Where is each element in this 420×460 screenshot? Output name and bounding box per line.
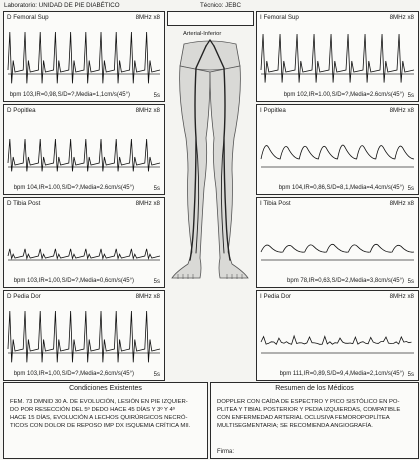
waveform: [257, 291, 418, 380]
panel-freq: 8MHz x8: [389, 200, 414, 207]
panel-title: I Popitlea: [260, 107, 286, 114]
panel-seconds: 5s: [407, 93, 414, 99]
panel-seconds: 5s: [407, 186, 414, 192]
waveform: [4, 291, 164, 380]
waveform-trace: [261, 244, 414, 252]
summary-line: CON ENFERMEDAD ARTERIAL OCLUSIVA FEMOROPOPLÍTEA: [217, 414, 390, 421]
waveform-trace: [8, 311, 160, 362]
panel-seconds: 5s: [153, 93, 160, 99]
panel-d-popitlea: [3, 104, 165, 195]
panel-title: D Tibia Post: [7, 200, 41, 207]
panel-d-tibia-post: [3, 197, 165, 288]
panel-freq: 8MHz x8: [135, 14, 160, 21]
panel-title: D Popitlea: [7, 107, 36, 114]
waveform-trace: [261, 34, 414, 83]
waveform-trace: [8, 32, 160, 83]
waveform-trace: [8, 139, 160, 171]
summary-line: PLITEA Y TIBIAL POSTERIOR Y PEDIA IZQUIERDAS, COMPATIBLE: [217, 406, 401, 413]
panel-title: I Femoral Sup: [260, 14, 299, 21]
panel-seconds: 5s: [153, 372, 160, 378]
panel-stats: bpm 103,IR=1,00,S/D=?,Media=0,6cm/s(45°): [13, 278, 134, 284]
waveform-trace: [261, 336, 412, 344]
panel-freq: 8MHz x8: [389, 14, 414, 21]
summary-line: DOPPLER CON CAÍDA DE ESPECTRO Y PICO SISTÓLICO EN PO-: [217, 399, 400, 405]
conditions-title: Condiciones Existentes: [69, 385, 142, 392]
conditions-box: [3, 382, 208, 459]
waveform: [4, 105, 164, 194]
summary-box: [210, 382, 419, 459]
panel-d-pedia-dor: [3, 290, 165, 381]
conditions-line: DO POR RESECCIÓN DEL 5º DEDO HACE 45 DÍAS Y 3º Y 4º: [10, 406, 175, 413]
header-blank-field: [167, 11, 254, 26]
panel-freq: 8MHz x8: [135, 107, 160, 114]
conditions-line: TICOS CON DOLOR DE REPOSO IMP DX ISQUEMIA CRÍTICA MII.: [10, 422, 191, 429]
technician-label: Técnico: JEBC: [200, 2, 241, 9]
summary-line: MULTISEGMENTARIA; SE RECOMIENDA ANGIOGRAFÍA.: [217, 422, 373, 429]
panel-stats: bpm 104,IR=0,86,S/D=8,1,Media=4,4cm/s(45°): [278, 185, 404, 191]
panel-stats: bpm 111,IR=0,89,S/D=9,4,Media=2,1cm/s(45°): [279, 371, 404, 377]
panel-seconds: 5s: [153, 279, 160, 285]
panel-i-pedia-dor: [256, 290, 419, 381]
panel-seconds: 5s: [407, 372, 414, 378]
panel-stats: bpm 103,IR=1,00,S/D=?,Media=2,6cm/s(45°): [13, 371, 134, 377]
panel-title: I Tibia Post: [260, 200, 291, 207]
panel-d-femoral-sup: [3, 11, 165, 102]
panel-seconds: 5s: [407, 279, 414, 285]
panel-freq: 8MHz x8: [389, 107, 414, 114]
panel-freq: 8MHz x8: [135, 293, 160, 300]
diagram-label: Arterial-Inferior: [183, 31, 222, 37]
waveform: [4, 12, 164, 101]
waveform: [257, 12, 418, 101]
panel-title: I Pedia Dor: [260, 293, 291, 300]
panel-stats: bpm 102,IR=1.00,S/D=?,Media=2.6cm/s(45°): [283, 92, 404, 98]
conditions-line: HACE 15 DÍAS, EVOLUCIÓN A LECHOS QUIRÚRGICOS NECRÓ-: [10, 414, 188, 421]
waveform-trace: [261, 145, 414, 159]
panel-title: D Pedia Dor: [7, 293, 41, 300]
summary-text: [217, 399, 414, 431]
summary-title: Resumen de los Médicos: [275, 385, 354, 392]
panel-stats: bpm 103,IR=0,98,S/D=?,Media=1,1cm/s(45°): [9, 92, 130, 98]
panel-freq: 8MHz x8: [389, 293, 414, 300]
legs-arterial-diagram: [166, 38, 254, 284]
conditions-text: [10, 399, 203, 431]
panel-i-tibia-post: [256, 197, 419, 288]
conditions-line: FEM. 73 DMNID 30 A. DE EVOLUCIÓN, LESIÓN EN PIE IZQUIER-: [10, 399, 188, 405]
waveform: [4, 198, 164, 287]
waveform-trace: [8, 249, 160, 259]
waveform: [257, 105, 418, 194]
waveform: [257, 198, 418, 287]
panel-freq: 8MHz x8: [135, 200, 160, 207]
panel-i-femoral-sup: [256, 11, 419, 102]
panel-i-popitlea: [256, 104, 419, 195]
lab-label: Laboratorio: UNIDAD DE PIE DIABÉTICO: [4, 2, 120, 9]
signature-label: Firma:: [217, 449, 234, 455]
panel-stats: bpm 104,IR=1.00,S/D=?,Media=2.6cm/s(45°): [13, 185, 134, 191]
panel-title: D Femoral Sup: [7, 14, 49, 21]
panel-seconds: 5s: [153, 186, 160, 192]
panel-stats: bpm 78,IR=0,63,S/D=2,Media=3,8cm/s(45°): [287, 278, 404, 284]
